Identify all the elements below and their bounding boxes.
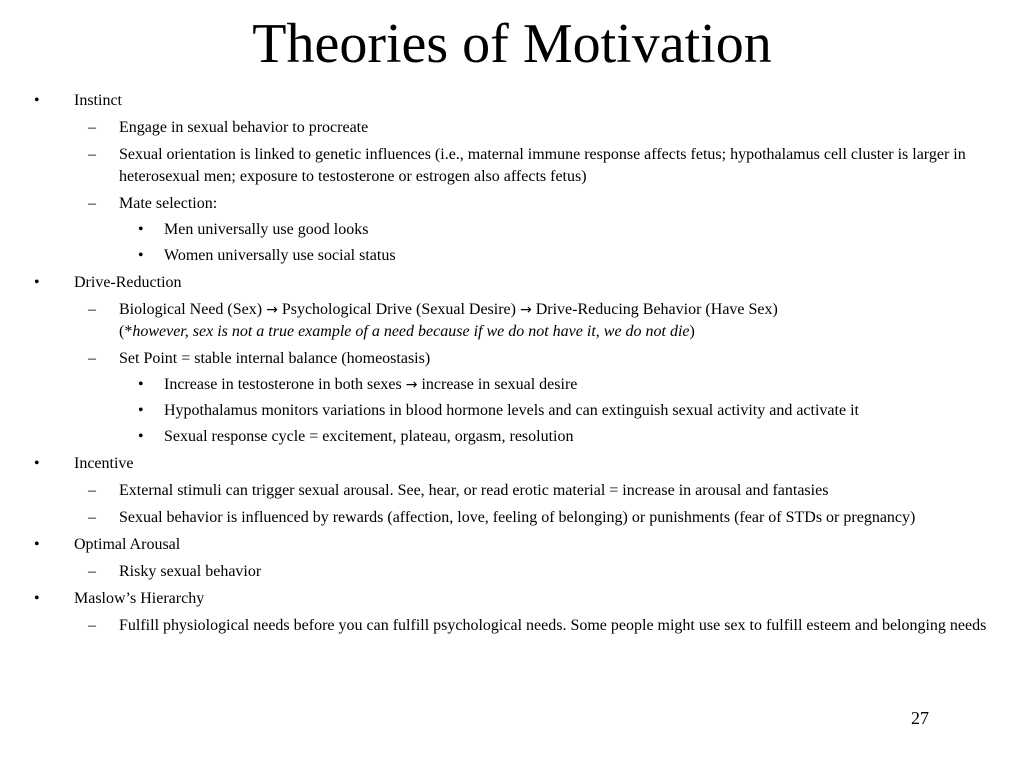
bullet-marker: • [138, 221, 144, 238]
bullet-marker: • [34, 590, 40, 607]
bullet-text: Sexual response cycle = excitement, plateau, orgasm, resolution [164, 428, 574, 445]
bullet-text: Maslow’s Hierarchy [74, 590, 205, 607]
bullet-text: Set Point = stable internal balance (homeostasis) [119, 350, 431, 367]
dash-marker: – [88, 482, 96, 499]
arrow-right-icon: → [266, 302, 278, 318]
bullet-maslow [32, 588, 992, 610]
bullet-text [164, 376, 577, 393]
bullet-optimal-arousal [32, 534, 992, 556]
arrow-right-icon: → [405, 377, 418, 393]
dash-marker: – [88, 119, 96, 136]
bullet-text [119, 301, 778, 340]
bullet-marker: • [138, 402, 144, 419]
dash-marker: – [88, 146, 96, 163]
bullet-marker: • [34, 455, 40, 472]
bullet-text: External stimuli can trigger sexual arousal. See, hear, or read erotic material = increase in arousal and fantasies [119, 482, 829, 499]
sub-sub-bullet-response-cycle [32, 426, 992, 448]
text-part: (* [119, 323, 133, 340]
bullet-text: Sexual orientation is linked to genetic influences (i.e., maternal immune response affects fetus; hypothalamus cell cluster is larger in heterosexual men; exposure to testosterone or estrogen also affects fetus) [119, 146, 966, 185]
text-part: Psychological Drive (Sexual Desire) [281, 301, 516, 318]
sub-sub-bullet-men [32, 219, 992, 241]
sub-bullet-orientation [32, 144, 992, 188]
bullet-text: Mate selection: [119, 195, 218, 212]
sub-bullet-biological-need [32, 299, 992, 343]
text-part: increase in sexual desire [421, 376, 578, 393]
page-number: 27 [911, 708, 929, 728]
italic-note: however, sex is not a true example of a need because if we do not have it, we do not die [132, 323, 690, 340]
bullet-text: Men universally use good looks [164, 221, 369, 238]
bullet-drive-reduction [32, 272, 992, 294]
bullet-marker: • [34, 92, 40, 109]
sub-bullet-set-point [32, 348, 992, 370]
sub-bullet-procreate [32, 117, 992, 139]
text-part: Drive-Reducing Behavior (Have Sex) [535, 301, 778, 318]
bullet-text: Optimal Arousal [74, 536, 181, 553]
sub-sub-bullet-hypothalamus [32, 400, 992, 422]
sub-sub-bullet-women [32, 245, 992, 267]
bullet-text: Engage in sexual behavior to procreate [119, 119, 369, 136]
bullet-text: Hypothalamus monitors variations in blood hormone levels and can extinguish sexual activity and activate it [164, 402, 859, 419]
bullet-text: Sexual behavior is influenced by rewards (affection, love, feeling of belonging) or punishments (fear of STDs or pregnancy) [119, 509, 916, 526]
bullet-marker: • [138, 247, 144, 264]
slide-title: Theories of Motivation [252, 13, 772, 75]
sub-bullet-rewards [32, 507, 992, 529]
bullet-text: Drive-Reduction [74, 274, 182, 291]
dash-marker: – [88, 301, 96, 318]
bullet-text: Instinct [74, 92, 122, 109]
bullet-marker: • [138, 376, 144, 393]
dash-marker: – [88, 195, 96, 212]
sub-sub-bullet-testosterone [32, 374, 992, 396]
bullet-marker: • [138, 428, 144, 445]
text-part: Increase in testosterone in both sexes [164, 376, 402, 393]
bullet-text: Incentive [74, 455, 134, 472]
dash-marker: – [88, 350, 96, 367]
text-part: ) [689, 323, 695, 340]
text-part: Biological Need (Sex) [119, 301, 263, 318]
dash-marker: – [88, 509, 96, 526]
bullet-marker: • [34, 536, 40, 553]
sub-bullet-physiological-needs [32, 615, 992, 637]
sub-bullet-external-stimuli [32, 480, 992, 502]
sub-bullet-risky [32, 561, 992, 583]
dash-marker: – [88, 563, 96, 580]
bullet-text: Fulfill physiological needs before you can fulfill psychological needs. Some people might use sex to fulfill esteem and belonging needs [119, 617, 987, 634]
bullet-text: Risky sexual behavior [119, 563, 262, 580]
bullet-text: Women universally use social status [164, 247, 396, 264]
sub-bullet-mate-selection [32, 193, 992, 215]
bullet-incentive [32, 453, 992, 475]
dash-marker: – [88, 617, 96, 634]
bullet-instinct [32, 90, 992, 112]
arrow-right-icon: → [519, 302, 532, 318]
bullet-marker: • [34, 274, 40, 291]
slide-content [32, 90, 992, 637]
